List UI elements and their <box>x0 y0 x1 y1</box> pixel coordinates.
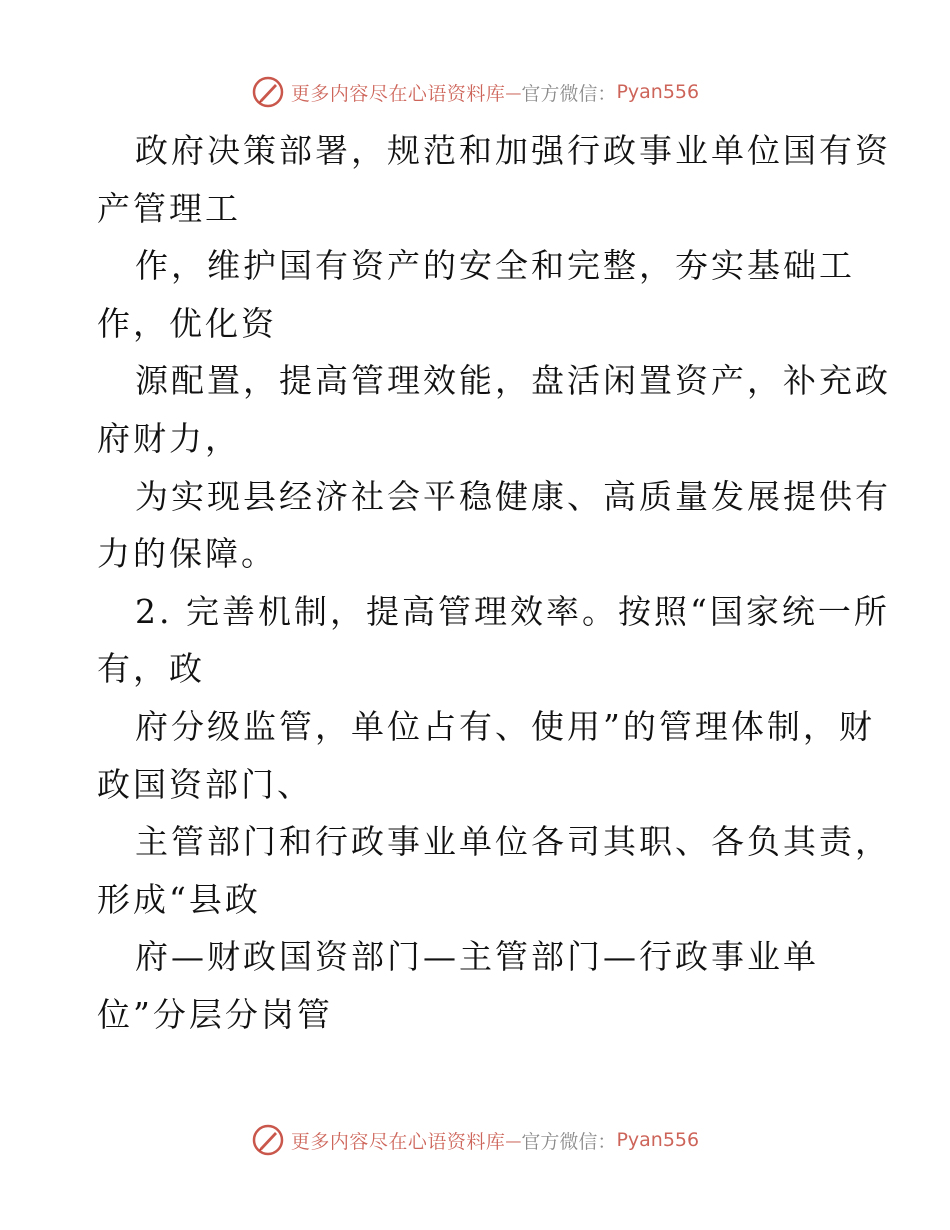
quill-seal-icon <box>251 75 285 109</box>
watermark-dash: — <box>505 82 522 102</box>
body-line: 位”分层分岗管 <box>97 994 333 1034</box>
body-line: 作，维护国有资产的安全和完整，夯实基础工 <box>135 246 855 286</box>
watermark-wechat-id: Pyan556 <box>616 81 700 103</box>
body-line: 2. 完善机制，提高管理效率。按照“国家统一所 <box>135 591 890 631</box>
watermark-brand-text: 更多内容尽在心语资料库 <box>290 82 506 105</box>
body-line: 府财力， <box>97 418 241 458</box>
watermark-dash: — <box>505 1130 522 1150</box>
body-line: 政国资部门、 <box>97 764 313 804</box>
document-body <box>97 122 891 1044</box>
body-line: 力的保障。 <box>97 534 277 574</box>
watermark-wechat-id: Pyan556 <box>616 1129 700 1151</box>
body-line: 源配置，提高管理效能，盘活闲置资产，补充政 <box>135 361 891 401</box>
body-line: 为实现县经济社会平稳健康、高质量发展提供有 <box>135 476 891 516</box>
body-line: 产管理工 <box>97 188 241 228</box>
header-watermark <box>0 72 950 112</box>
body-line: 有，政 <box>97 649 205 689</box>
body-line: 政府决策部署，规范和加强行政事业单位国有资 <box>135 131 891 170</box>
watermark-official-label: 官方微信： <box>521 1130 617 1153</box>
watermark-brand-text: 更多内容尽在心语资料库 <box>290 1130 506 1153</box>
body-line: 主管部门和行政事业单位各司其职、各负其责， <box>135 822 891 862</box>
body-line: 作，优化资 <box>97 303 277 343</box>
quill-seal-icon <box>251 1123 285 1157</box>
watermark-official-label: 官方微信： <box>521 82 617 105</box>
body-line: 府分级监管，单位占有、使用”的管理体制，财 <box>135 706 875 746</box>
body-line: 形成“县政 <box>97 879 261 919</box>
footer-watermark <box>0 1120 950 1160</box>
body-line: 府—财政国资部门—主管部门—行政事业单 <box>135 937 819 977</box>
